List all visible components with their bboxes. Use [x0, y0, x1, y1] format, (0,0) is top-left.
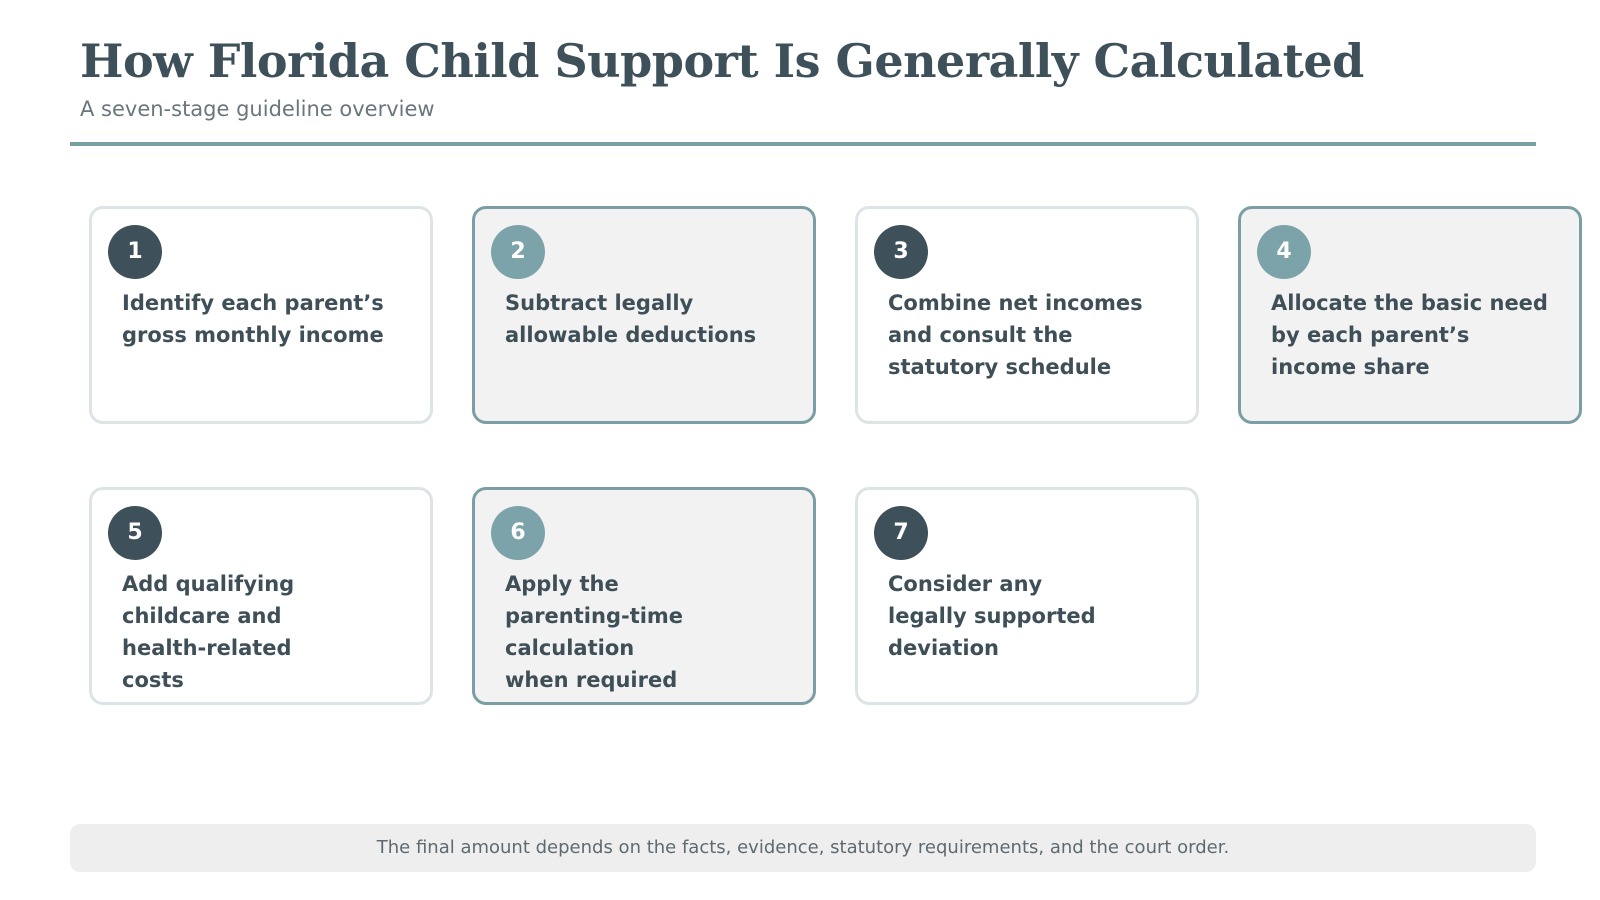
step-label: Identify each parent’s gross monthly income: [122, 291, 384, 347]
page-subtitle: A seven-stage guideline overview: [80, 97, 435, 121]
step-label: Apply the parenting-time calculation when required: [505, 572, 684, 692]
step-label: Combine net incomes and consult the statutory schedule: [888, 291, 1143, 379]
step-card-6: [472, 487, 816, 705]
step-card-5: [89, 487, 433, 705]
step-label: Add qualifying childcare and health-related costs: [122, 572, 295, 692]
step-card-2: [472, 206, 816, 424]
step-number-badge: 5: [108, 506, 162, 560]
step-card-1: [89, 206, 433, 424]
step-number-badge: 3: [874, 225, 928, 279]
step-card-4: [1238, 206, 1582, 424]
step-number-badge: 6: [491, 506, 545, 560]
step-number-badge: 2: [491, 225, 545, 279]
step-number-badge: 1: [108, 225, 162, 279]
step-label: Allocate the basic need by each parent’s income share: [1271, 291, 1548, 379]
page-title: How Florida Child Support Is Generally Calculated: [80, 34, 1364, 88]
step-number-badge: 4: [1257, 225, 1311, 279]
step-card-7: [855, 487, 1199, 705]
step-label: Consider any legally supported deviation: [888, 572, 1096, 660]
step-number-badge: 7: [874, 506, 928, 560]
step-label: Subtract legally allowable deductions: [505, 291, 757, 347]
step-card-3: [855, 206, 1199, 424]
footer-note: The final amount depends on the facts, evidence, statutory requirements, and the court order.: [70, 824, 1536, 872]
